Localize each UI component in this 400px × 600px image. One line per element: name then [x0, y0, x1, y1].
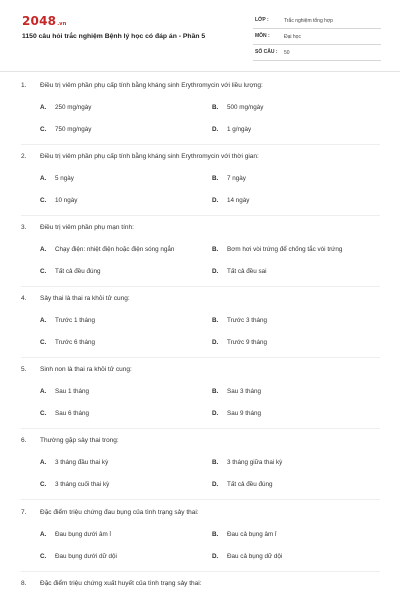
option-text: 5 ngày [55, 175, 74, 182]
meta-row-subject [253, 29, 381, 45]
option-text: 3 tháng cuối thai kỳ [55, 481, 110, 488]
option-text: Tất cả đều đúng [55, 268, 101, 275]
question-text: Đặc điểm triệu chứng đau bụng của tình trạng sảy thai: [40, 509, 199, 516]
option-text: Đau cả bụng dữ dội [227, 553, 283, 560]
option-text: Sau 3 tháng [227, 388, 261, 395]
question-number: 4. [21, 295, 27, 302]
question-text: Sảy thai là thai ra khỏi tử cung: [40, 295, 130, 302]
question-text: Điều trị viêm phần phụ cấp tính bằng kháng sinh Erythromycin với liều lượng: [40, 82, 263, 89]
option-text: 250 mg/ngày [55, 104, 92, 111]
option-text: Sau 1 tháng [55, 388, 89, 395]
option-text: Sau 6 tháng [55, 410, 89, 417]
option-text: Đau bụng dưới âm ỉ [55, 531, 111, 538]
question-divider [21, 571, 380, 572]
question-text: Điều trị viêm phần phụ cấp tính bằng kháng sinh Erythromycin với thời gian: [40, 153, 259, 160]
logo-suffix: .vn [57, 21, 67, 27]
option-letter: C. [40, 553, 47, 560]
option-letter: D. [212, 481, 219, 488]
option-text: 1 g/ngày [227, 126, 252, 133]
logo-main: 2048 [22, 14, 57, 28]
option-letter: B. [212, 388, 219, 395]
question-number: 7. [21, 509, 27, 516]
option-letter: A. [40, 388, 47, 395]
question-divider [21, 286, 380, 287]
option-letter: C. [40, 126, 47, 133]
option-letter: C. [40, 410, 47, 417]
option-text: Trước 1 tháng [55, 317, 95, 324]
option-letter: D. [212, 410, 219, 417]
question-number: 2. [21, 153, 27, 160]
question-text: Thường gặp sảy thai trong: [40, 437, 119, 444]
option-letter: C. [40, 197, 47, 204]
meta-value: Đại học [284, 33, 301, 40]
meta-row-class [253, 13, 381, 29]
question-divider [21, 428, 380, 429]
option-letter: C. [40, 339, 47, 346]
option-letter: A. [40, 175, 47, 182]
question-text: Sinh non là thai ra khỏi tử cung: [40, 366, 132, 373]
option-text: Đau bụng dưới dữ dội [55, 553, 117, 560]
option-letter: B. [212, 317, 219, 324]
meta-label: SỐ CÂU : [255, 49, 278, 55]
option-text: Chạy điện: nhiệt điện hoặc điện sóng ngắn [55, 246, 175, 253]
option-letter: B. [212, 104, 219, 111]
question-divider [21, 357, 380, 358]
option-letter: A. [40, 317, 47, 324]
header-divider [0, 71, 400, 72]
option-letter: A. [40, 459, 47, 466]
question-number: 3. [21, 224, 27, 231]
option-text: 500 mg/ngày [227, 104, 264, 111]
option-text: 3 tháng giữa thai kỳ [227, 459, 283, 466]
option-text: 7 ngày [227, 175, 246, 182]
option-text: Trước 6 tháng [55, 339, 95, 346]
document-header [0, 0, 400, 68]
option-letter: D. [212, 553, 219, 560]
option-letter: A. [40, 104, 47, 111]
option-text: Đau cả bụng âm ỉ [227, 531, 277, 538]
question-number: 5. [21, 366, 27, 373]
question-number: 8. [21, 580, 27, 587]
option-text: 14 ngày [227, 197, 250, 204]
option-text: Trước 9 tháng [227, 339, 267, 346]
meta-row-count [253, 45, 381, 61]
question-number: 1. [21, 82, 27, 89]
option-letter: A. [40, 246, 47, 253]
option-letter: B. [212, 459, 219, 466]
meta-label: LỚP : [255, 17, 269, 23]
option-text: 750 mg/ngày [55, 126, 92, 133]
question-number: 6. [21, 437, 27, 444]
option-text: Tất cả đều đúng [227, 481, 273, 488]
option-letter: D. [212, 197, 219, 204]
option-letter: C. [40, 481, 47, 488]
question-text: Điều trị viêm phần phụ mạn tính: [40, 224, 134, 231]
option-letter: B. [212, 175, 219, 182]
option-letter: D. [212, 339, 219, 346]
option-text: Tất cả đều sai [227, 268, 267, 275]
question-divider [21, 499, 380, 500]
option-text: Sau 9 tháng [227, 410, 261, 417]
option-letter: C. [40, 268, 47, 275]
option-letter: D. [212, 268, 219, 275]
option-text: Bơm hơi vòi trứng để chống tắc vòi trứng [227, 246, 343, 253]
option-letter: A. [40, 531, 47, 538]
option-letter: B. [212, 246, 219, 253]
option-letter: D. [212, 126, 219, 133]
option-text: 10 ngày [55, 197, 78, 204]
meta-value: Trắc nghiệm tổng hợp [284, 17, 333, 24]
site-logo[interactable] [22, 14, 67, 28]
question-text: Đặc điểm triệu chứng xuất huyết của tình trạng sảy thai: [40, 580, 202, 587]
option-letter: B. [212, 531, 219, 538]
document-title: 1150 câu hỏi trắc nghiệm Bệnh lý học có đáp án - Phần 5 [22, 33, 206, 40]
option-text: Trước 3 tháng [227, 317, 267, 324]
meta-panel [253, 13, 381, 61]
question-divider [21, 144, 380, 145]
question-divider [21, 215, 380, 216]
meta-value: 50 [284, 49, 290, 56]
option-text: 3 tháng đầu thai kỳ [55, 459, 109, 466]
meta-label: MÔN : [255, 33, 270, 39]
